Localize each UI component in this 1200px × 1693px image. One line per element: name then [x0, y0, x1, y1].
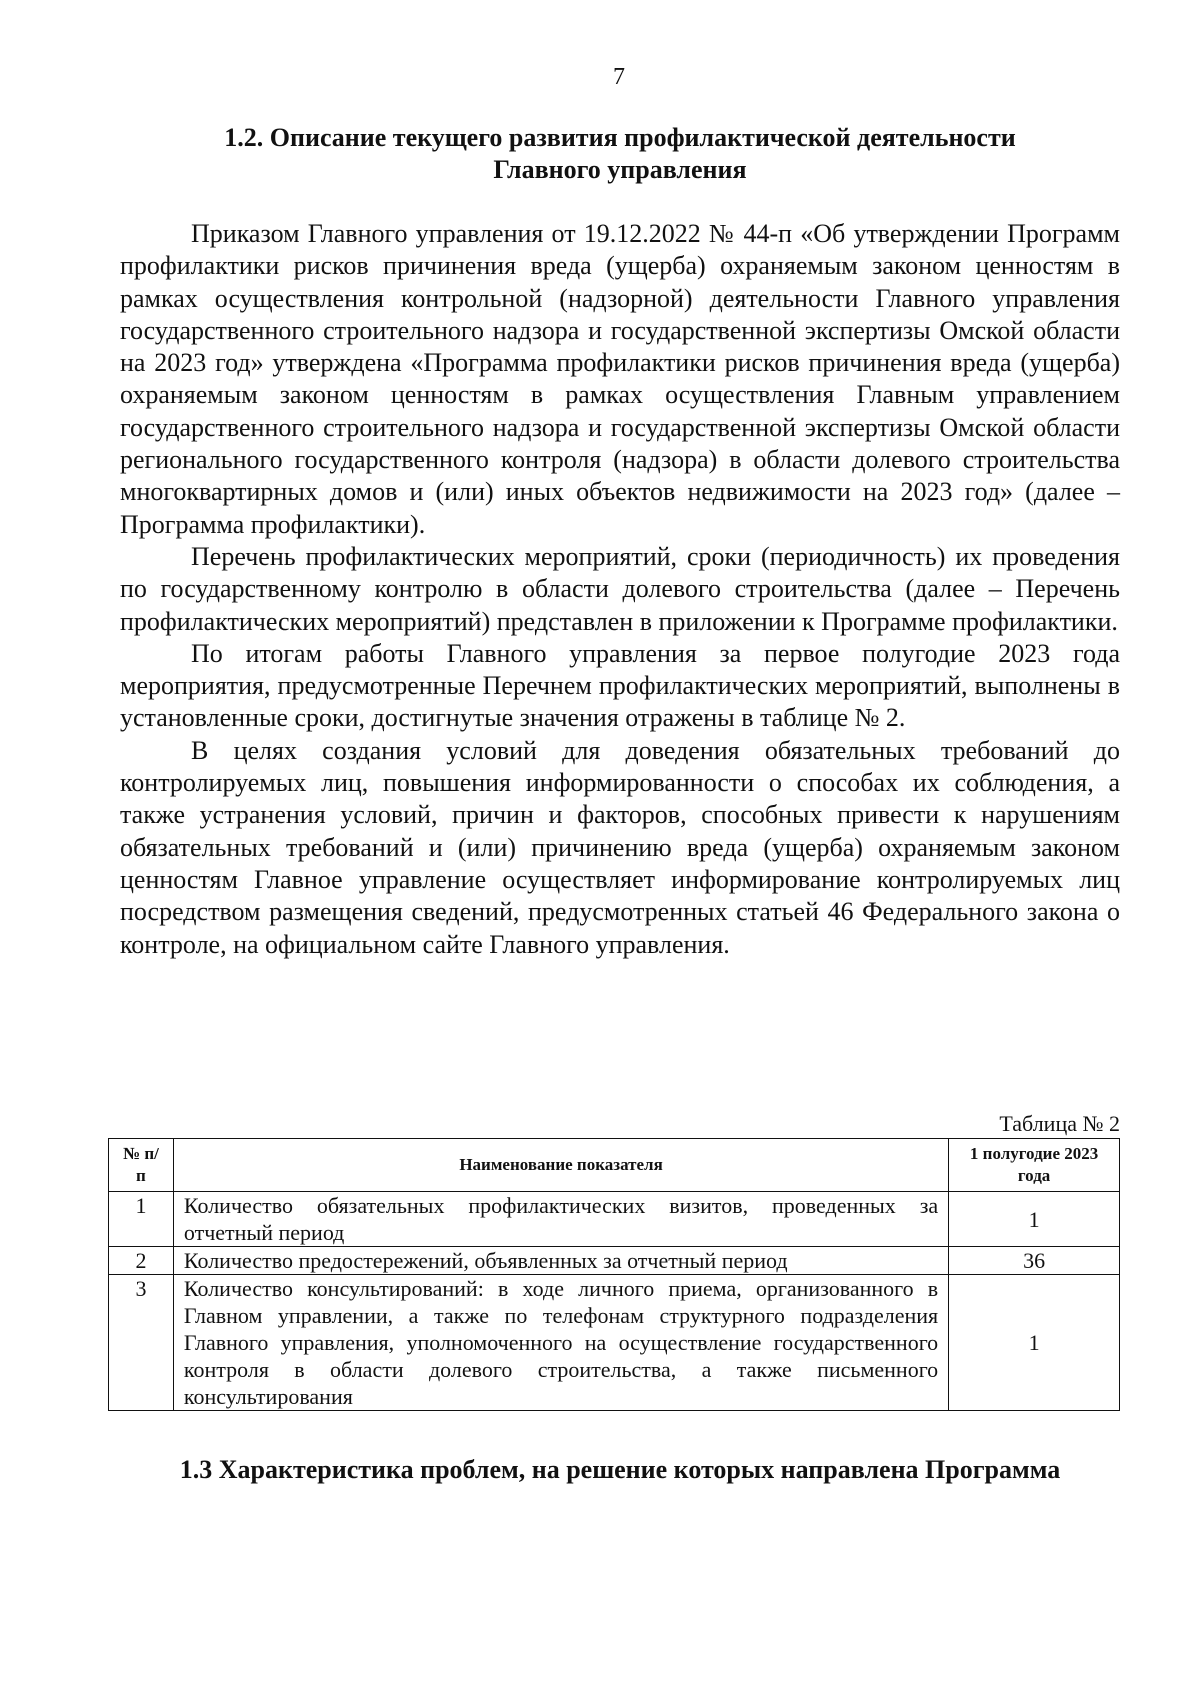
table-caption: Таблица № 2: [999, 1111, 1120, 1136]
table-header-row: [109, 1139, 1120, 1192]
indicators-table: [108, 1138, 1120, 1411]
row-number: 1: [109, 1192, 174, 1247]
section-1-2-title: [120, 122, 1120, 186]
row-indicator-name: Количество предостережений, объявленных за отчетный период: [173, 1247, 948, 1275]
row-number: 2: [109, 1247, 174, 1275]
section-1-3-title: 1.3 Характеристика проблем, на решение которых направлена Программа: [179, 1455, 1061, 1484]
header-indicator-name: Наименование показателя: [173, 1139, 948, 1192]
section-1-2-title-line1: 1.2. Описание текущего развития профилактической деятельности: [224, 123, 1016, 152]
section-1-2-title-line2: Главного управления: [493, 155, 747, 184]
page-number: 7: [613, 64, 625, 90]
table-row: [109, 1247, 1120, 1275]
row-value: 36: [949, 1247, 1120, 1275]
table-row: [109, 1192, 1120, 1247]
table-row: [109, 1275, 1120, 1411]
paragraph-measures-list: Перечень профилактических мероприятий, сроки (периодичность) их проведения по государственному контролю в области долевого строительства (далее – Перечень профилактических мероприятий) представлен в приложении к Программе профилактики.: [120, 541, 1120, 636]
row-number: 3: [109, 1275, 174, 1411]
row-value: 1: [949, 1275, 1120, 1411]
row-indicator-name: Количество консультирований: в ходе личного приема, организованного в Главном управлении, а также по телефонам структурного подразделения Главного управления, уполномоченного на осуществление государственного контроля в области долевого строительства, а также письменного консультирования: [173, 1275, 948, 1411]
paragraph-order-approval: Приказом Главного управления от 19.12.2022 № 44-п «Об утверждении Программ профилактики рисков причинения вреда (ущерба) охраняемым законом ценностям в рамках осуществления контрольной (надзорной) деятельности Главного управления государственного строительного надзора и государственной экспертизы Омской области на 2023 год» утверждена «Программа профилактики рисков причинения вреда (ущерба) охраняемым законом ценностям в рамках осуществления Главным управлением государственного строительного надзора и государственной экспертизы Омской области регионального государственного контроля (надзора) в области долевого строительства многоквартирных домов и (или) иных объектов недвижимости на 2023 год» (далее – Программа профилактики).: [120, 219, 1120, 539]
row-indicator-name: Количество обязательных профилактических визитов, проведенных за отчетный период: [173, 1192, 948, 1247]
section-1-2-body: [120, 218, 1120, 961]
paragraph-half-year-results: По итогам работы Главного управления за первое полугодие 2023 года мероприятия, предусмотренные Перечнем профилактических мероприятий, выполнены в установленные сроки, достигнутые значения отражены в таблице № 2.: [120, 638, 1120, 733]
header-number: № п/п: [109, 1139, 174, 1192]
row-value: 1: [949, 1192, 1120, 1247]
header-half-year-value: 1 полугодие 2023 года: [949, 1139, 1120, 1192]
paragraph-informing: В целях создания условий для доведения обязательных требований до контролируемых лиц, повышения информированности о способах их соблюдения, а также устранения условий, причин и факторов, способных привести к нарушениям обязательных требований и (или) причинению вреда (ущерба) охраняемым законом ценностям Главное управление осуществляет информирование контролируемых лиц посредством размещения сведений, предусмотренных статьей 46 Федерального закона о контроле, на официальном сайте Главного управления.: [120, 735, 1120, 959]
